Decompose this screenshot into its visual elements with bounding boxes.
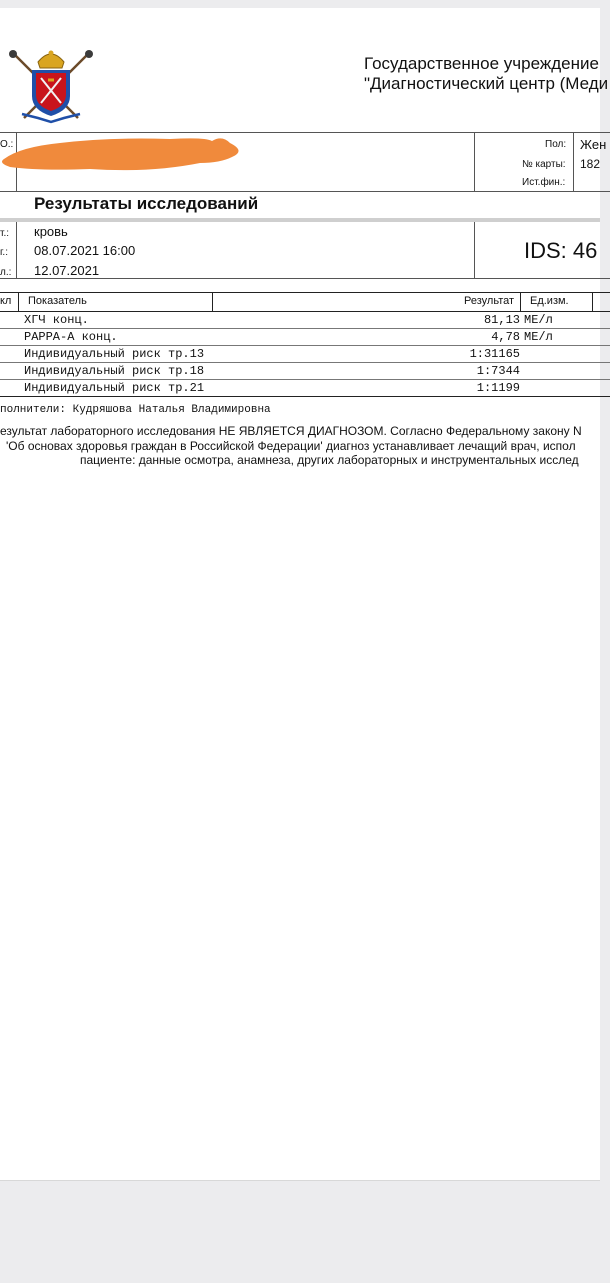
column-divider [18, 293, 19, 311]
table-row [0, 329, 610, 346]
header-code: кл [0, 295, 12, 307]
card-number-label: № карты: [522, 159, 566, 170]
result-value: 4,78 [491, 330, 520, 344]
results-table-body [0, 312, 610, 397]
column-divider [592, 293, 593, 311]
organization-line-1: Государственное учреждение [364, 54, 599, 73]
result-value: 1:1199 [476, 381, 520, 395]
table-row [0, 346, 610, 363]
header-result: Результат [464, 295, 515, 307]
material-label: т.: [0, 228, 10, 239]
sex-label: Пол: [545, 139, 567, 150]
column-divider [16, 222, 17, 278]
table-row [0, 380, 610, 397]
header-units: Ед.изм. [530, 295, 569, 307]
redaction-scribble [0, 133, 245, 173]
completed-date-label: л.: [0, 267, 12, 278]
completed-date-value: 12.07.2021 [34, 263, 100, 278]
results-table-header [0, 292, 610, 312]
column-divider [573, 133, 574, 191]
column-divider [474, 133, 475, 191]
organization-name [364, 54, 608, 94]
results-table [0, 292, 610, 397]
sample-id: IDS: 46 [524, 238, 598, 263]
indicator-name: PAPPA-A конц. [24, 330, 118, 344]
patient-header-table [0, 132, 610, 192]
document-page [0, 8, 609, 1181]
taken-date-value: 08.07.2021 16:00 [34, 243, 136, 258]
sex-value: Жен [580, 137, 607, 152]
disclaimer-line-1: езультат лабораторного исследования НЕ ЯВЛЯЕТСЯ ДИАГНОЗОМ. Согласно Федеральному закону N [0, 424, 582, 438]
column-divider [520, 293, 521, 311]
result-unit: МЕ/л [524, 330, 553, 344]
disclaimer-line-3: пациенте: данные осмотра, анамнеза, других лабораторных и инструментальных исслед [80, 453, 579, 467]
page-title: Результаты исследований [34, 194, 259, 213]
result-value: 1:7344 [476, 364, 520, 378]
sample-info-table [0, 222, 610, 279]
disclaimer-line-2: 'Об основах здоровья граждан в Российской Федерации' диагноз устанавливает лечащий врач, испол [6, 438, 576, 453]
column-divider [212, 293, 213, 311]
header-indicator: Показатель [28, 295, 87, 307]
table-row [0, 363, 610, 380]
column-divider [474, 222, 475, 278]
result-value: 1:31165 [469, 347, 520, 361]
organization-line-2: "Диагностический центр (Меди [364, 74, 609, 93]
performer-line: полнители: Кудряшова Наталья Владимировна [0, 404, 271, 416]
table-row [0, 312, 610, 329]
indicator-name: Индивидуальный риск тр.21 [24, 381, 205, 395]
material-value: кровь [34, 224, 68, 239]
result-unit: МЕ/л [524, 313, 553, 327]
coat-of-arms-emblem [8, 48, 94, 124]
patient-name-label: О.: [0, 139, 14, 150]
funding-source-label: Ист.фин.: [522, 177, 566, 188]
indicator-name: Индивидуальный риск тр.13 [24, 347, 205, 361]
taken-date-label: г.: [0, 247, 8, 258]
indicator-name: ХГЧ конц. [24, 313, 89, 327]
result-value: 81,13 [483, 313, 520, 327]
card-number-value: 182 [580, 157, 601, 171]
disclaimer-text [0, 424, 600, 468]
indicator-name: Индивидуальный риск тр.18 [24, 364, 205, 378]
